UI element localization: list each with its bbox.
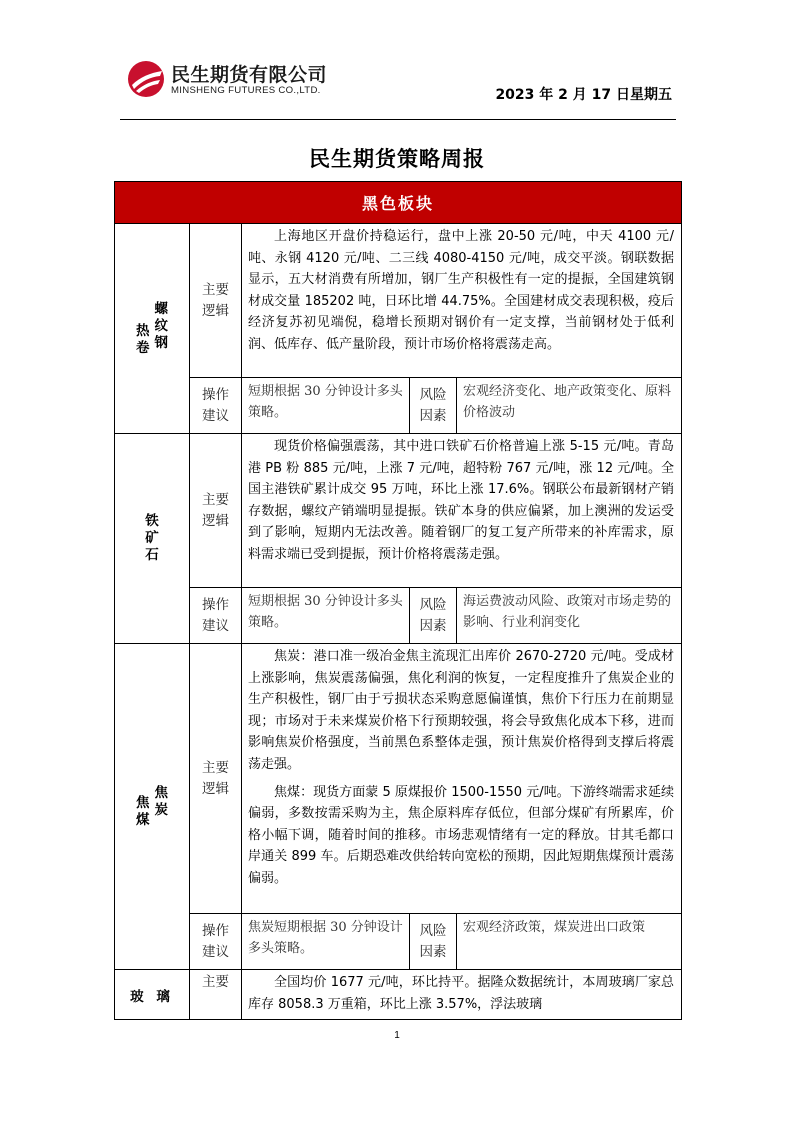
category-glass: 玻 璃 [115, 970, 190, 1020]
risk-text: 宏观经济变化、地产政策变化、原料价格波动 [457, 378, 682, 434]
main-logic-text: 上海地区开盘价持稳运行，盘中上涨 20-50 元/吨，中天 4100 元/吨、永钢 4120 元/吨、二三线 4080-4150 元/吨，成交平淡。钢联数据显示，五大材消费有所增加，钢厂生产积极性有一定的提振，全国建筑钢材成交量 185202 吨，日环比增 44.75%。全国建材成交表现积极，疫后经济复苏初见端倪，稳增长预期对钢价有一定支撑，当前钢材处于低利润、低库存、低产量阶段，预计市场价格将震荡走高。 [242, 224, 682, 378]
main-logic-label: 主要 逻辑 [190, 434, 242, 588]
coking-coal-paragraph: 焦煤：现货方面蒙 5 原煤报价 1500-1550 元/吨。下游终端需求延续偏弱，多数按需采购为主，焦企原料库存低位，但部分煤矿有所累库，价格小幅下调，随着时间的推移。市场悲观情绪有一定的释放。甘其毛都口岸通关 899 车。后期恐难改供给转向宽松的预期，因此短期焦煤预计震荡偏弱。 [248, 784, 675, 886]
category-steel: 热 卷 螺 纹 钢 [115, 224, 190, 434]
operation-label: 操作 建议 [190, 378, 242, 434]
main-logic-text: 现货价格偏强震荡，其中进口铁矿石价格普遍上涨 5-15 元/吨。青岛港 PB 粉 885 元/吨，上涨 7 元/吨，超特粉 767 元/吨，涨 12 元/吨。全国主港铁矿累计成交 95 万吨，环比上涨 17.6%。钢联公布最新钢材产销存数据，螺纹产销端明显提振。铁矿本身的供应偏紧，加上澳洲的发运受到了影响，短期内无法改善。随着钢厂的复工复产所带来的补库需求，原料需求端已受到提振，预计价格将震荡走强。 [242, 434, 682, 588]
risk-label: 风险 因素 [410, 588, 457, 644]
category-coking: 焦 煤 焦 炭 [115, 644, 190, 970]
page-number: 1 [394, 1030, 400, 1041]
company-name-en: MINSHENG FUTURES CO.,LTD. [171, 85, 321, 96]
header-divider [120, 119, 676, 120]
report-date: 2023 年 2 月 17 日星期五 [495, 87, 672, 103]
operation-text: 短期根据 30 分钟设计多头策略。 [242, 588, 410, 644]
risk-label: 风险 因素 [410, 378, 457, 434]
section-band: 黑色板块 [115, 182, 682, 224]
report-title: 民生期货策略周报 [309, 147, 485, 171]
main-logic-text: 全国均价 1677 元/吨，环比持平。据隆众数据统计，本周玻璃厂家总库存 8058.3 万重箱，环比上涨 3.57%，浮法玻璃 [242, 970, 682, 1020]
risk-text: 海运费波动风险、政策对市场走势的影响、行业利润变化 [457, 588, 682, 644]
company-logo [120, 54, 380, 104]
operation-text: 焦炭短期根据 30 分钟设计多头策略。 [242, 914, 410, 970]
company-name-cn: 民生期货有限公司 [171, 64, 328, 86]
main-logic-label: 主要 [190, 970, 242, 1020]
main-logic-label: 主要 逻辑 [190, 224, 242, 378]
main-logic-label: 主要 逻辑 [190, 644, 242, 914]
category-iron-ore: 铁 矿 石 [115, 434, 190, 644]
page-header [120, 54, 676, 120]
strategy-table [114, 181, 682, 1020]
operation-label: 操作 建议 [190, 588, 242, 644]
operation-label: 操作 建议 [190, 914, 242, 970]
risk-label: 风险 因素 [410, 914, 457, 970]
operation-text: 短期根据 30 分钟设计多头策略。 [242, 378, 410, 434]
risk-text: 宏观经济政策，煤炭进出口政策 [457, 914, 682, 970]
coke-paragraph: 焦炭：港口准一级冶金焦主流现汇出库价 2670-2720 元/吨。受成材上涨影响，焦炭震荡偏强，焦化利润的恢复，一定程度推升了焦炭企业的生产积极性，钢厂由于亏损状态采购意愿偏谨慎，焦价下行压力在前期显现；市场对于未来煤炭价格下行预期较强，将会导致焦化成本下移，进而影响焦炭价格强度，当前黑色系整体走强，预计焦炭价格得到支撑后将震荡走强。 [248, 649, 675, 772]
main-logic-text [242, 644, 682, 914]
minsheng-logo-icon [126, 59, 166, 99]
